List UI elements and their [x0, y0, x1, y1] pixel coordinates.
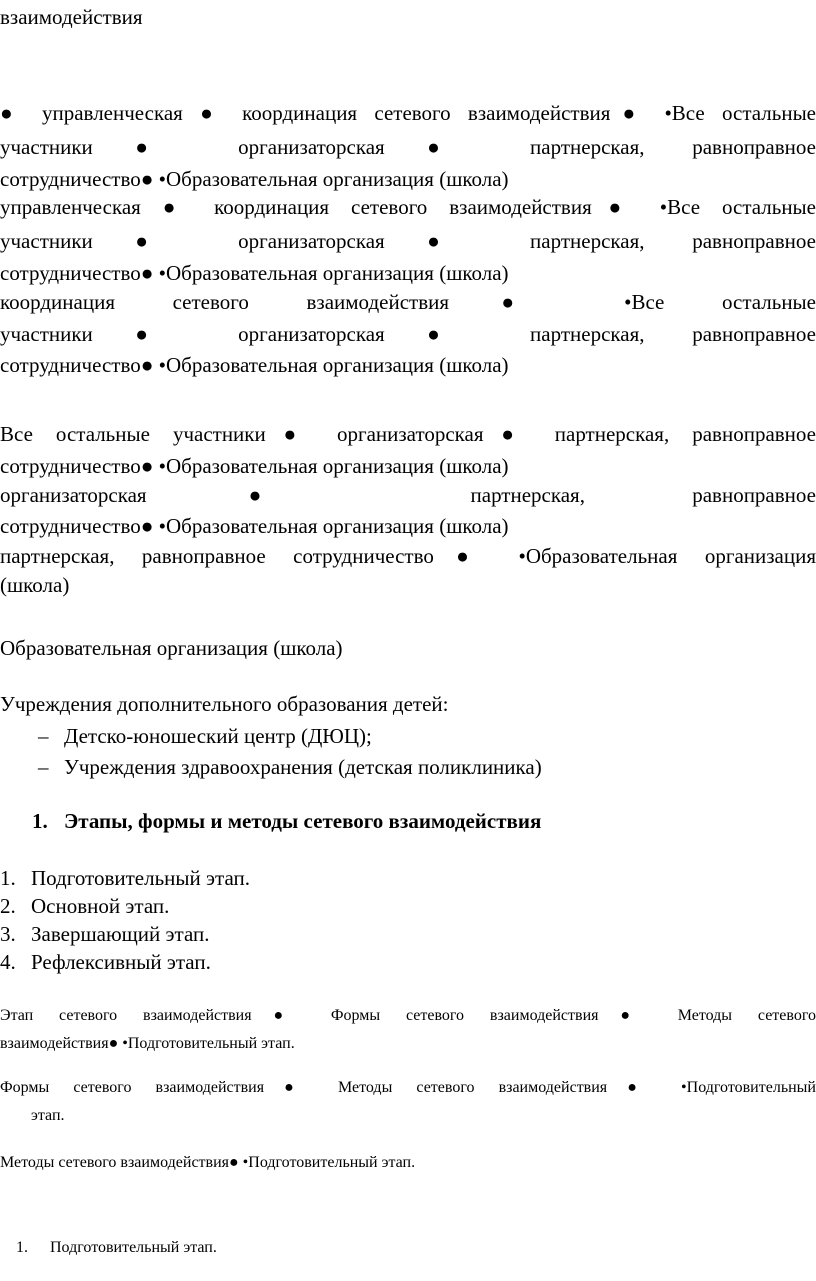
block1-line-4: управленческая ● координация сетевого взаимодействия● •Все остальные — [0, 195, 816, 219]
stage-text: Подготовительный этап. — [31, 866, 250, 890]
table-text-b2: этап. — [31, 1107, 65, 1124]
stage-item — [0, 892, 169, 921]
institution-item — [38, 753, 542, 782]
stage-text: Основной этап. — [31, 894, 170, 918]
block2-line-3: организаторская● партнерская, равноправное — [0, 483, 816, 507]
block2-line-1: Все остальные участники● организаторская● партнерская, равноправное — [0, 422, 816, 446]
block1-line-7: координация сетевого взаимодействия● •Все остальные — [0, 290, 816, 314]
stage-text: Рефлексивный этап. — [31, 950, 211, 974]
dash-marker: – — [38, 724, 49, 748]
institution-item — [38, 722, 372, 751]
block2-line-2: сотрудничество● •Образовательная организация (школа) — [0, 454, 509, 478]
top-line: взаимодействия — [0, 5, 143, 29]
block2-line-4: сотрудничество● •Образовательная организация (школа) — [0, 514, 509, 538]
table-text-c1: Методы сетевого взаимодействия● •Подготовительный этап. — [0, 1154, 416, 1171]
final-item-text: Подготовительный этап. — [50, 1239, 217, 1256]
stage-item — [0, 948, 211, 977]
block1-line-5: участники● организаторская● партнерская, равноправное — [0, 229, 816, 253]
table-text-a1: Этап сетевого взаимодействия● Формы сетевого взаимодействия● Методы сетевого — [0, 1007, 816, 1024]
table-text-a2: взаимодействия● •Подготовительный этап. — [0, 1035, 295, 1052]
block1-line-6: сотрудничество● •Образовательная организация (школа) — [0, 261, 509, 285]
stage-number: 4. — [0, 950, 16, 974]
stage-number: 2. — [0, 894, 16, 918]
final-list-item — [16, 1237, 217, 1259]
block1-line-2: участники● организаторская● партнерская, равноправное — [0, 135, 816, 159]
block1-line-1: ● управленческая ● координация сетевого взаимодействия● •Все остальные — [0, 101, 816, 125]
stage-number: 3. — [0, 922, 16, 946]
section-heading-text: Этапы, формы и методы сетевого взаимодействия — [64, 809, 542, 833]
stage-item — [0, 864, 250, 893]
org-line: Образовательная организация (школа) — [0, 636, 343, 660]
block1-line-3: сотрудничество● •Образовательная организация (школа) — [0, 167, 509, 191]
block2-line-5: партнерская, равноправное сотрудничество● •Образовательная организация — [0, 544, 816, 568]
final-item-number: 1. — [16, 1239, 28, 1256]
dash-marker: – — [38, 755, 49, 779]
table-text-b1: Формы сетевого взаимодействия● Методы сетевого взаимодействия● •Подготовительный — [0, 1079, 816, 1096]
stage-item — [0, 920, 210, 949]
block1-line-8: участники● организаторская● партнерская, равноправное — [0, 322, 816, 346]
block2-line-6: (школа) — [0, 573, 70, 597]
institution-item-text: Детско-юношеский центр (ДЮЦ); — [64, 724, 372, 748]
section-heading — [32, 807, 541, 836]
stage-text: Завершающий этап. — [31, 922, 210, 946]
stage-number: 1. — [0, 866, 16, 890]
section-heading-number: 1. — [32, 809, 48, 833]
block1-line-9: сотрудничество● •Образовательная организация (школа) — [0, 353, 509, 377]
institutions-title: Учреждения дополнительного образования детей: — [0, 692, 449, 716]
institution-item-text: Учреждения здравоохранения (детская поликлиника) — [64, 755, 542, 779]
